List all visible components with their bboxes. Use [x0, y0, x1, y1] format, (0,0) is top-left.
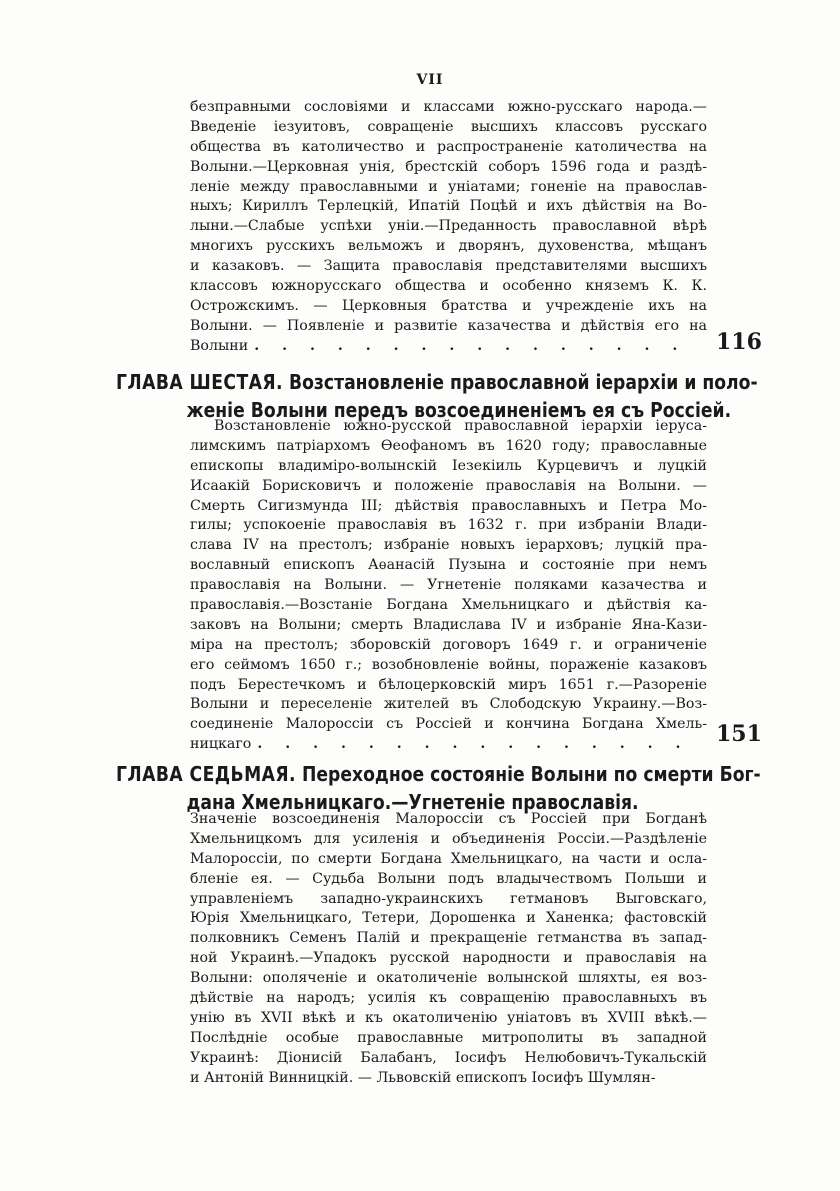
text-line [190, 178, 707, 198]
text-line-content: слава IV на престолъ; избраніе новыхъ іерарховъ; луцкій пра- [190, 537, 707, 554]
text-line [190, 949, 707, 969]
text-line [190, 890, 707, 910]
text-line-content: Волыни. — Появленіе и развитіе казачества и дѣйствія его на [190, 317, 707, 334]
text-line-content: Послѣдніе особые православные митрополиты въ западной [190, 1029, 707, 1046]
text-line [190, 317, 707, 337]
text-line-content: ной Украинѣ.—Упадокъ русской народности и православія на [190, 950, 707, 967]
text-line [190, 237, 707, 257]
text-line [190, 830, 707, 850]
chapter-seven-title-line1: Переходное состояніе Волыни по смерти Бог- [301, 762, 761, 786]
text-line-content: Исаакій Борисковичъ и положеніе православія на Волыни. — [190, 477, 707, 494]
text-line-content: ницкаго [190, 736, 252, 753]
text-line-content: Значеніе возсоединенія Малороссіи съ Россіей при Богданѣ [190, 811, 707, 827]
text-line [190, 850, 707, 870]
text-line [190, 1029, 707, 1049]
text-line [190, 909, 707, 929]
text-line-content: леніе между православными и уніатами; гоненіе на православ- [190, 178, 707, 195]
text-line [190, 636, 707, 656]
text-line-content: заковъ на Волыни; смерть Владислава IV и избраніе Яна-Кази- [190, 616, 707, 633]
text-line [190, 969, 707, 989]
text-line [190, 197, 707, 217]
text-line-content: подъ Берестечкомъ и бѣлоцерковскій миръ 1651 г.—Разореніе [190, 676, 707, 693]
dot-leader: . . . . . . . . . . . . . . . . [257, 736, 690, 753]
text-line-content: соединеніе Малороссіи съ Россіей и кончина Богдана Хмель- [190, 716, 707, 733]
chapter-six-label: ГЛАВА ШЕСТАЯ. [116, 370, 284, 394]
text-line-content: и Антоній Винницкій. — Львовскій епископъ Іосифъ Шумлян- [190, 1069, 656, 1086]
text-line-content: полковникъ Семенъ Палій и прекращеніе гетманства въ запад- [190, 930, 707, 947]
text-line-content: бленіе ея. — Судьба Волыни подъ владычествомъ Польши и [190, 870, 707, 887]
text-line-content: Волыни и переселеніе жителей въ Слободскую Украину.—Воз- [190, 696, 707, 713]
chapter-seven-title-line2: дана Хмельницкаго.—Угнетеніе православія. [186, 790, 639, 814]
text-line-content: многихъ русскихъ вельможъ и дворянъ, духовенства, мѣщанъ [190, 238, 707, 255]
text-line [190, 656, 707, 676]
text-line-content: классовъ южнорусскаго общества и особенно княземъ К. К. [190, 278, 707, 295]
chapter-seven-heading [116, 760, 761, 816]
text-line [190, 576, 707, 596]
text-line [190, 616, 707, 636]
text-line-content: Волыни: ополяченіе и окатоличеніе волынской шляхты, ея воз- [190, 970, 707, 987]
text-line-content: безправными сословіями и классами южно-русскаго народа.— [190, 99, 707, 115]
text-line [190, 477, 707, 497]
text-line-content: Смерть Сигизмунда III; дѣйствія православныхъ и Петра Мо- [190, 497, 707, 514]
text-line-content: епископы владиміро-волынскій Іезекіиль Курцевичъ и луцкій [190, 457, 707, 474]
text-line-content: Волыни [190, 337, 249, 354]
continued-summary [190, 98, 707, 357]
chapter-seven-summary [190, 810, 707, 1088]
text-line-content: его сеймомъ 1650 г.; возобновленіе войны, пораженіе казаковъ [190, 656, 707, 673]
chapter-six-title-line2: женіе Волыни передъ возсоединеніемъ ея съ Россіей. [186, 398, 732, 422]
chapter-six-heading [116, 368, 758, 424]
text-line-content: и казаковъ. — Защита православія представителями высшихъ [190, 258, 707, 275]
text-line-content: вославный епископъ Аѳанасій Пузына и состояніе при немъ [190, 557, 707, 574]
text-line [190, 695, 707, 715]
text-line [190, 1069, 707, 1089]
text-line [190, 1049, 707, 1069]
text-line-content: дѣйствіе на народъ; усилія къ совращенію православныхъ въ [190, 990, 707, 1007]
text-line [190, 98, 707, 118]
page-ref-116: 116 [716, 329, 762, 355]
text-line [190, 596, 707, 616]
text-line [190, 516, 707, 536]
text-line [190, 297, 707, 317]
text-line-content: Острожскимъ. — Церковныя братства и учрежденіе ихъ на [190, 297, 707, 314]
text-line [190, 158, 707, 178]
page-ref-151: 151 [716, 721, 762, 747]
text-line-content: міра на престолъ; зборовскій договоръ 1649 г. и ограниченіе [190, 636, 707, 653]
text-line [190, 676, 707, 696]
chapter-six-summary [190, 417, 707, 755]
text-line-content: Введеніе іезуитовъ, совращеніе высшихъ классовъ русскаго [190, 118, 707, 135]
text-line [190, 929, 707, 949]
text-line-content: ныхъ; Кириллъ Терлецкій, Ипатій Поцѣй и ихъ дѣйствія на Во- [190, 198, 707, 215]
chapter-seven-label: ГЛАВА СЕДЬМАЯ. [116, 762, 296, 786]
text-line-content: Хмельницкомъ для усиленія и объединенія Россіи.—Раздѣленіе [190, 830, 707, 847]
text-line [190, 870, 707, 890]
text-line-content: Возстановленіе южно-русской православной іерархіи іеруса- [214, 418, 707, 434]
dot-leader: . . . . . . . . . . . . . . . . [254, 337, 687, 354]
chapter-six-title-line1: Возстановленіе православной іерархіи и поло- [288, 370, 758, 394]
text-line [190, 1009, 707, 1029]
text-line-content: Волыни.—Церковная унія, брестскій соборъ 1596 года и раздѣ- [190, 158, 707, 175]
text-line-content: гилы; успокоеніе православія въ 1632 г. при избраніи Влади- [190, 517, 707, 534]
text-line [190, 118, 707, 138]
text-line [190, 217, 707, 237]
page-header-roman-numeral: VII [416, 72, 444, 88]
text-line-content: общества въ католичество и распространеніе католичества на [190, 138, 707, 155]
text-line [190, 715, 707, 735]
text-line-content: Юрія Хмельницкаго, Тетери, Дорошенка и Ханенка; фастовскій [190, 910, 707, 927]
text-line [190, 138, 707, 158]
text-line-content: православія.—Возстаніе Богдана Хмельницкаго и дѣйствія ка- [190, 597, 707, 614]
text-line-content: Малороссіи, по смерти Богдана Хмельницкаго, на части и осла- [190, 850, 707, 867]
text-line-content: Украинѣ: Діонисій Балабанъ, Іосифъ Нелюбовичъ-Тукальскій [190, 1049, 707, 1066]
text-line [190, 989, 707, 1009]
text-line [190, 257, 707, 277]
text-line [190, 457, 707, 477]
text-line-content: лыни.—Слабые успѣхи уніи.—Преданность православной вѣрѣ [190, 218, 707, 235]
text-line [190, 497, 707, 517]
text-line [190, 337, 707, 357]
text-line [190, 735, 707, 755]
text-line [190, 277, 707, 297]
text-line-content: управленіемъ западно-украинскихъ гетмановъ Выговскаго, [190, 890, 707, 907]
text-line [190, 417, 707, 437]
text-line-content: унію въ XVII вѣкѣ и къ окатоличенію уніатовъ въ XVIII вѣкѣ.— [190, 1009, 707, 1026]
text-line [190, 536, 707, 556]
text-line [190, 556, 707, 576]
text-line-content: православія на Волыни. — Угнетеніе поляками казачества и [190, 577, 707, 594]
text-line [190, 810, 707, 830]
text-line [190, 437, 707, 457]
text-line-content: лимскимъ патріархомъ Ѳеофаномъ въ 1620 году; православные [190, 437, 707, 454]
